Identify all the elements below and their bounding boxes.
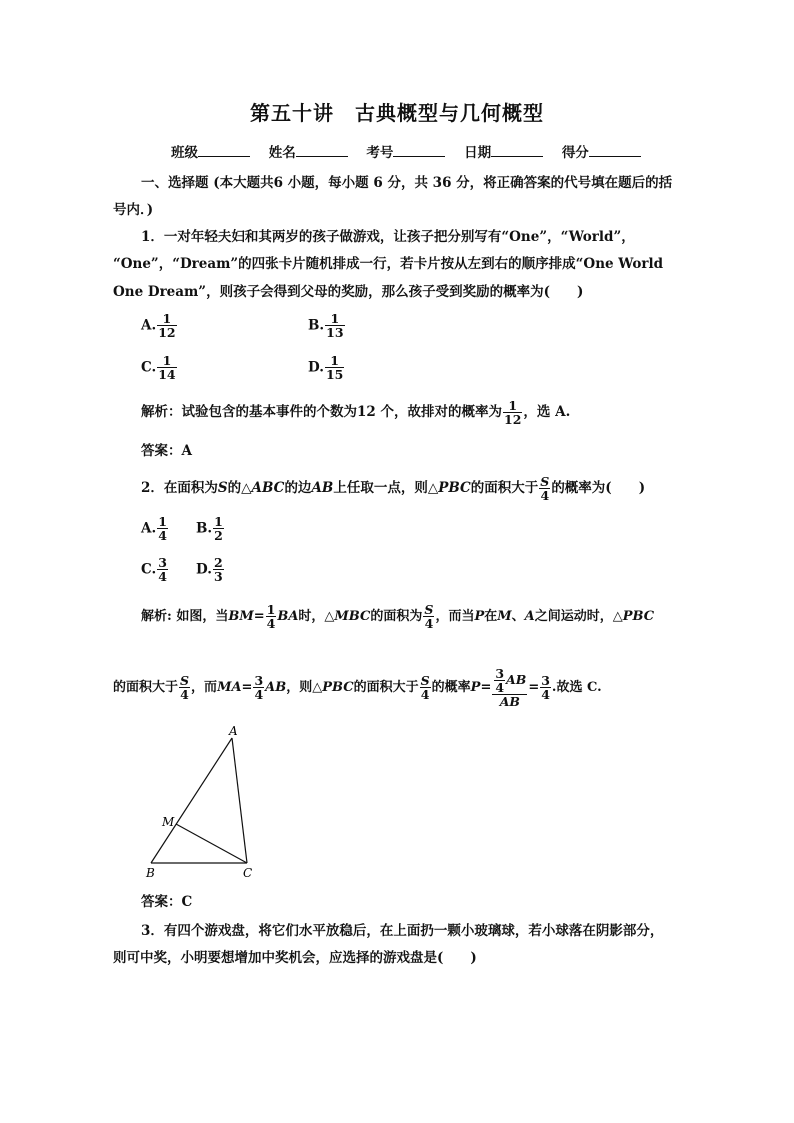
q1-choice-a: A. $\frac{1}{12}$: [141, 311, 176, 341]
q2-analysis-line2: 的面积大于 $\frac{S}{4}$ ，而MA= $\frac{3}{4}$ AB，则△PBC的面积大于 $\frac{S}{4}$ 的概率P= $\frac{3}{4}$ AB AB = $\frac{3}{4}$ .故选 C.: [113, 666, 602, 710]
q1-line2: “One”，“Dream”的四张卡片随机排成一行，若卡片按从左到右的顺序排成“One World: [113, 256, 664, 272]
fraction: $\frac{S}{4}$: [420, 673, 430, 703]
section-heading-line2: 号内．): [113, 202, 154, 218]
q2-stem: 2．在面积为S的△ABC的边AB上任取一点，则△PBC的面积大于 $\frac{S}{4}$ 的概率为( ): [141, 474, 646, 504]
label-b: B: [146, 866, 155, 880]
fraction: $\frac{2}{3}$: [213, 555, 223, 585]
page-title: 第五十讲 古典概型与几何概型: [250, 101, 544, 125]
q1-choice-c: C. $\frac{1}{14}$: [141, 353, 176, 383]
q1-choice-d: D. $\frac{1}{15}$: [308, 353, 344, 383]
compound-fraction: $\frac{3}{4}$ AB AB: [492, 667, 527, 708]
fraction: $\frac{1}{13}$: [326, 311, 344, 341]
q1-analysis: 解析：试验包含的基本事件的个数为12 个，故排对的概率为 $\frac{1}{12}$ ，选 A.: [141, 398, 571, 428]
q2-answer: 答案：C: [141, 894, 193, 910]
blank-line: [589, 145, 641, 157]
label-c: C: [243, 866, 253, 880]
fraction: $\frac{1}{4}$: [266, 602, 276, 632]
blank-line: [393, 145, 445, 157]
fraction: $\frac{1}{15}$: [325, 353, 344, 383]
side-ba: [151, 738, 232, 863]
q2-choice-b: B. $\frac{1}{2}$: [196, 514, 223, 544]
info-field-name: 姓名: [269, 141, 348, 161]
triangle-figure: [140, 720, 270, 885]
fraction: $\frac{S}{4}$: [424, 602, 434, 632]
fraction: $\frac{3}{4}$: [495, 666, 505, 696]
info-field-score: 得分: [562, 141, 641, 161]
label-m: M: [162, 815, 175, 829]
info-field-class: 班级: [171, 141, 250, 161]
q1-answer: 答案：A: [141, 443, 192, 459]
fraction: $\frac{1}{12}$: [504, 398, 522, 428]
side-ac: [232, 738, 247, 863]
student-info-row: [171, 141, 655, 161]
fraction: $\frac{1}{12}$: [158, 311, 176, 341]
fraction: $\frac{1}{2}$: [214, 514, 223, 544]
segment-mc: [176, 824, 247, 863]
fraction: $\frac{S}{4}$: [180, 673, 190, 703]
fraction: $\frac{3}{4}$: [541, 673, 550, 703]
blank-line: [296, 145, 348, 157]
q2-analysis-line1: 解析: 如图，当BM= $\frac{1}{4}$ BA时，△MBC的面积为 $\frac{S}{4}$ ，而当P在M、A之间运动时，△PBC: [141, 602, 655, 632]
q2-choice-a: A. $\frac{1}{4}$: [141, 514, 167, 544]
fraction: $\frac{3}{4}$: [158, 555, 167, 585]
q1-line3: One Dream”，则孩子会得到父母的奖励，那么孩子受到奖励的概率为( ): [113, 284, 584, 300]
fraction: $\frac{1}{4}$: [158, 514, 167, 544]
fraction: $\frac{1}{14}$: [158, 353, 176, 383]
fraction: $\frac{S}{4}$: [540, 474, 550, 504]
info-field-date: 日期: [464, 141, 543, 161]
info-field-exam-no: 考号: [366, 141, 445, 161]
fraction: $\frac{3}{4}$: [254, 673, 264, 703]
blank-line: [198, 145, 250, 157]
blank-line: [491, 145, 543, 157]
label-a: A: [229, 724, 238, 738]
q3-line1: 3．有四个游戏盘，将它们水平放稳后，在上面扔一颗小玻璃球，若小球落在阴影部分，: [141, 923, 664, 939]
q1-line1: 1．一对年轻夫妇和其两岁的孩子做游戏，让孩子把分别写有“One”，“World”，: [141, 229, 635, 245]
section-heading-line1: 一、选择题 (本大题共6 小题，每小题 6 分，共 36 分，将正确答案的代号填在题后的括: [141, 175, 673, 191]
q2-choice-c: C. $\frac{3}{4}$: [141, 555, 167, 585]
q3-line2: 则可中奖，小明要想增加中奖机会，应选择的游戏盘是( ): [113, 950, 477, 966]
q1-choice-b: B. $\frac{1}{13}$: [308, 311, 344, 341]
q2-choice-d: D. $\frac{2}{3}$: [196, 555, 223, 585]
